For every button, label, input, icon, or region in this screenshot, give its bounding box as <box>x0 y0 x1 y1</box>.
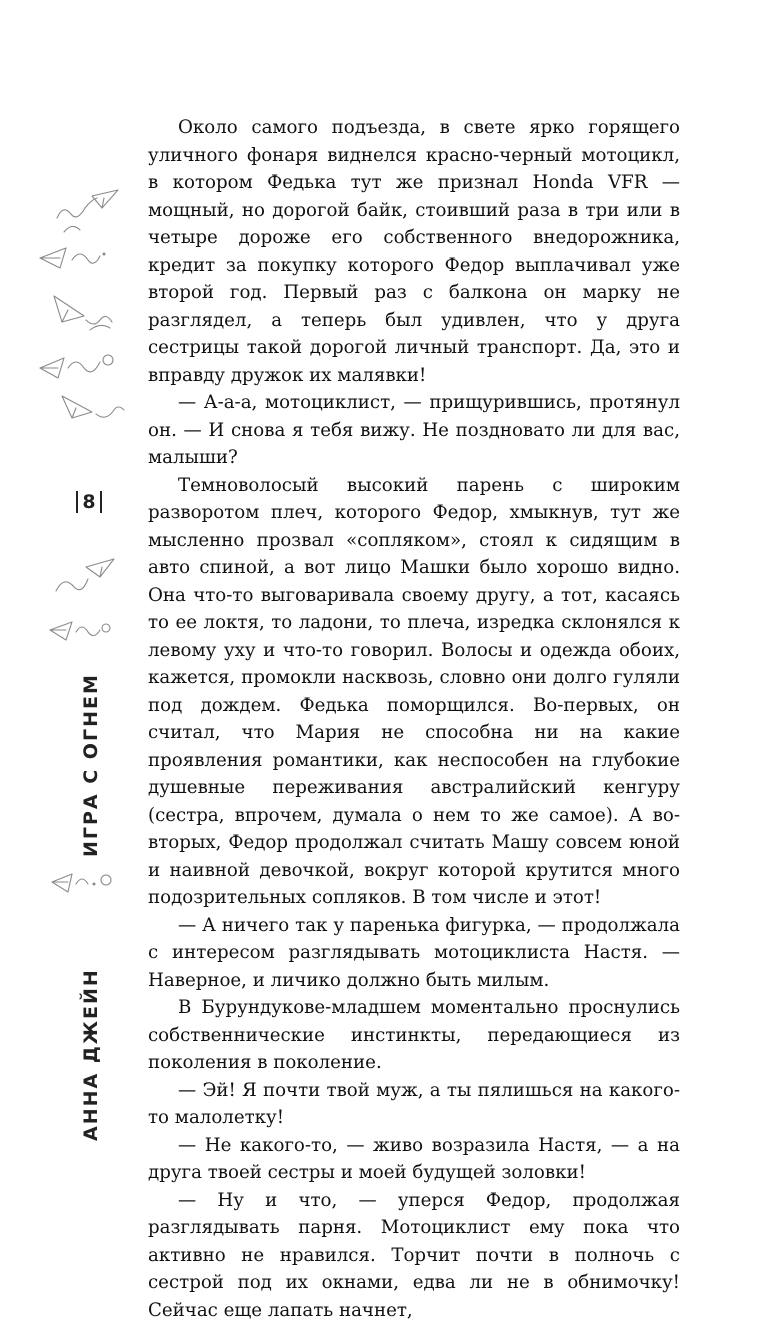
dotted-trail-doodle-icon <box>48 612 118 648</box>
paper-plane-doodle-icon <box>58 390 128 426</box>
paragraph: — А ничего так у паренька фигурка, — продолжала с интересом разглядывать мотоциклиста Настя. — Наверное, и личико должно быть милым. <box>148 912 680 995</box>
page-number-value: 8 <box>82 491 95 513</box>
paper-plane-doodle-icon <box>50 290 120 336</box>
page-number <box>72 487 106 517</box>
paper-plane-doodle-icon <box>50 555 120 605</box>
paragraph: — Не какого-то, — живо возразила Настя, — а на друга твоей сестры и моей будущей золовки! <box>148 1132 680 1187</box>
paper-plane-doodle-icon <box>52 188 122 238</box>
book-author: АННА ДЖЕЙН <box>74 955 108 1155</box>
book-title: ИГРА С ОГНЕМ <box>74 680 108 850</box>
book-text <box>148 114 680 1324</box>
paragraph: Темноволосый высокий парень с широким разворотом плеч, которого Федор, хмыкнув, тут же мысленно прозвал «сопляком», стоял к сидящим в авто спиной, а вот лицо Машки было хорошо видно. Она что-то выговаривала своему другу, а тот, касаясь то ее локтя, то ладони, то плеча, изредка склонялся к левому уху и что-то говорил. Волосы и одежда обоих, кажется, промокли насквозь, словно они долго гуляли под дождем. Федька поморщился. Во-первых, он считал, что Мария не способна ни на какие проявления романтики, как неспособен на глубокие душевные переживания австралийский кенгуру (сестра, впрочем, думала о нем то же самое). А во-вторых, Федор продолжал считать Машу совсем юной и наивной девочкой, вокруг которой крутится много подозрительных сопляков. В том числе и этот! <box>148 472 680 912</box>
dotted-trail-doodle-icon <box>38 346 118 386</box>
paper-plane-doodle-icon <box>38 238 108 278</box>
paragraph: Около самого подъезда, в свете ярко горящего уличного фонаря виднелся красно-черный мотоцикл, в котором Федька тут же признал Honda VFR — мощный, но дорогой байк, стоивший раза в три или в четыре дороже его собственного внедорожника, кредит за покупку которого Федор выплачивал уже второй год. Первый раз с балкона он марку не разглядел, а теперь был удивлен, что у друга сестрицы такой дорогой личный транспорт. Да, это и вправду дружок их малявки! <box>148 114 680 389</box>
margin-column <box>0 0 140 1240</box>
paragraph: В Бурундукове-младшем моментально проснулись собственнические инстинкты, передающиеся из поколения в поколение. <box>148 994 680 1077</box>
dotted-trail-doodle-icon <box>50 868 120 898</box>
paragraph: — Ну и что, — уперся Федор, продолжая разглядывать парня. Мотоциклист ему пока что активно не нравился. Торчит почти в полночь с сестрой под их окнами, едва ли не в обнимочку! Сейчас еще лапать начнет, <box>148 1187 680 1324</box>
paragraph: — Эй! Я почти твой муж, а ты пялишься на какого-то малолетку! <box>148 1077 680 1132</box>
paragraph: — А-а-а, мотоциклист, — прищурившись, протянул он. — И снова я тебя вижу. Не поздновато ли для вас, малыши? <box>148 389 680 472</box>
